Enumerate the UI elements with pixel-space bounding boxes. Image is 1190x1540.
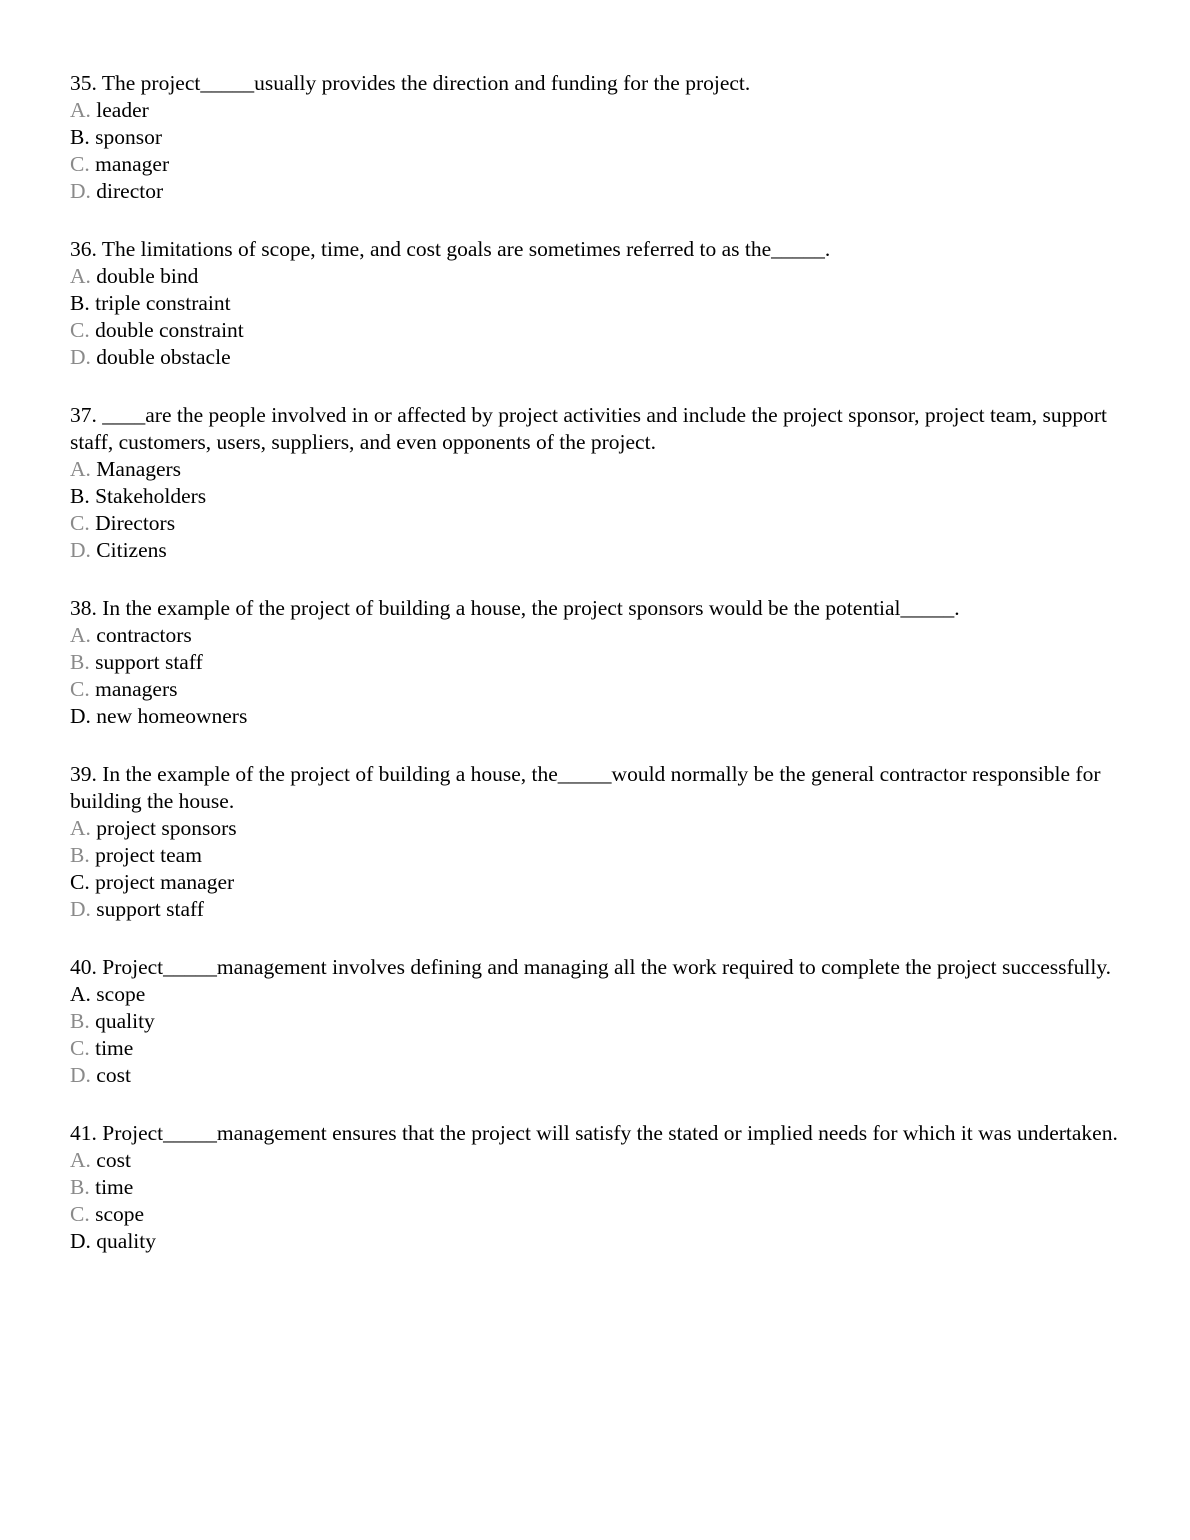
answer-option [70, 456, 1130, 483]
option-text: managers [95, 677, 178, 701]
option-letter: D. [70, 897, 91, 921]
option-text: support staff [96, 897, 204, 921]
option-text: quality [95, 1009, 155, 1033]
question-stem: 40. Project_____management involves defining and managing all the work required to complete the project successfully. [70, 955, 1112, 979]
option-letter: D. [70, 1063, 91, 1087]
option-text: Managers [96, 457, 182, 481]
option-text: support staff [95, 650, 203, 674]
question-stem: 35. The project_____usually provides the direction and funding for the project. [70, 71, 751, 95]
answer-option [70, 344, 1130, 371]
option-letter: B. [70, 1009, 90, 1033]
answer-option [70, 1008, 1130, 1035]
answer-options [70, 981, 1130, 1089]
option-text: time [95, 1036, 134, 1060]
option-letter: D. [70, 538, 91, 562]
option-text: double bind [96, 264, 199, 288]
option-letter: C. [70, 1202, 90, 1226]
answer-options [70, 263, 1130, 371]
question-block [70, 761, 1130, 923]
option-text: project sponsors [96, 816, 237, 840]
answer-option [70, 537, 1130, 564]
option-letter: A. [70, 264, 91, 288]
option-letter: A. [70, 623, 91, 647]
question-block [70, 402, 1130, 564]
option-letter: D. [70, 179, 91, 203]
answer-options [70, 456, 1130, 564]
answer-options [70, 815, 1130, 923]
option-text: cost [96, 1148, 131, 1172]
question-stem: 39. In the example of the project of building a house, the_____would normally be the general contractor responsible for building the house. [70, 762, 1101, 813]
option-text: quality [96, 1229, 156, 1253]
question-stem: 38. In the example of the project of building a house, the project sponsors would be the potential_____. [70, 596, 960, 620]
option-text: director [96, 179, 164, 203]
option-text: new homeowners [96, 704, 248, 728]
option-text: project manager [95, 870, 235, 894]
question-stem: 36. The limitations of scope, time, and cost goals are sometimes referred to as the_____. [70, 237, 831, 261]
question-block [70, 954, 1130, 1089]
answer-option [70, 317, 1130, 344]
option-text: leader [96, 98, 149, 122]
option-text: contractors [96, 623, 192, 647]
question-block [70, 236, 1130, 371]
option-letter: A. [70, 1148, 91, 1172]
answer-option [70, 290, 1130, 317]
option-letter: A. [70, 98, 91, 122]
answer-option [70, 510, 1130, 537]
option-text: Stakeholders [95, 484, 207, 508]
answer-option [70, 263, 1130, 290]
answer-option [70, 622, 1130, 649]
question-stem: 41. Project_____management ensures that the project will satisfy the stated or implied needs for which it was undertaken. [70, 1121, 1118, 1145]
option-letter: B. [70, 291, 90, 315]
option-text: Citizens [96, 538, 167, 562]
answer-option [70, 1201, 1130, 1228]
answer-option [70, 649, 1130, 676]
answer-option [70, 703, 1130, 730]
answer-option [70, 483, 1130, 510]
option-letter: A. [70, 457, 91, 481]
answer-option [70, 1035, 1130, 1062]
option-text: scope [96, 982, 146, 1006]
option-text: project team [95, 843, 202, 867]
option-letter: B. [70, 125, 90, 149]
answer-option [70, 842, 1130, 869]
option-text: manager [95, 152, 170, 176]
option-letter: C. [70, 1036, 90, 1060]
option-text: Directors [95, 511, 176, 535]
answer-option [70, 896, 1130, 923]
option-letter: C. [70, 511, 90, 535]
answer-option [70, 124, 1130, 151]
answer-options [70, 622, 1130, 730]
option-letter: C. [70, 318, 90, 342]
answer-option [70, 1062, 1130, 1089]
option-letter: C. [70, 870, 90, 894]
option-letter: A. [70, 816, 91, 840]
option-letter: D. [70, 345, 91, 369]
option-letter: A. [70, 982, 91, 1006]
question-block [70, 70, 1130, 205]
answer-option [70, 815, 1130, 842]
answer-option [70, 981, 1130, 1008]
option-text: sponsor [95, 125, 162, 149]
option-letter: B. [70, 650, 90, 674]
answer-option [70, 151, 1130, 178]
option-letter: D. [70, 704, 91, 728]
answer-option [70, 178, 1130, 205]
option-text: double constraint [95, 318, 244, 342]
option-letter: C. [70, 677, 90, 701]
answer-option [70, 869, 1130, 896]
option-text: scope [95, 1202, 145, 1226]
answer-option [70, 1147, 1130, 1174]
question-block [70, 595, 1130, 730]
question-block [70, 1120, 1130, 1255]
answer-option [70, 1228, 1130, 1255]
question-document [70, 70, 1130, 1286]
option-letter: D. [70, 1229, 91, 1253]
answer-option [70, 1174, 1130, 1201]
option-letter: B. [70, 1175, 90, 1199]
answer-options [70, 97, 1130, 205]
option-text: double obstacle [96, 345, 231, 369]
answer-option [70, 97, 1130, 124]
option-text: triple constraint [95, 291, 231, 315]
answer-options [70, 1147, 1130, 1255]
option-text: cost [96, 1063, 131, 1087]
option-letter: B. [70, 484, 90, 508]
option-letter: C. [70, 152, 90, 176]
question-stem: 37. ____are the people involved in or affected by project activities and include the project sponsor, project team, support staff, customers, users, suppliers, and even opponents of the project. [70, 403, 1107, 454]
option-text: time [95, 1175, 134, 1199]
answer-option [70, 676, 1130, 703]
option-letter: B. [70, 843, 90, 867]
